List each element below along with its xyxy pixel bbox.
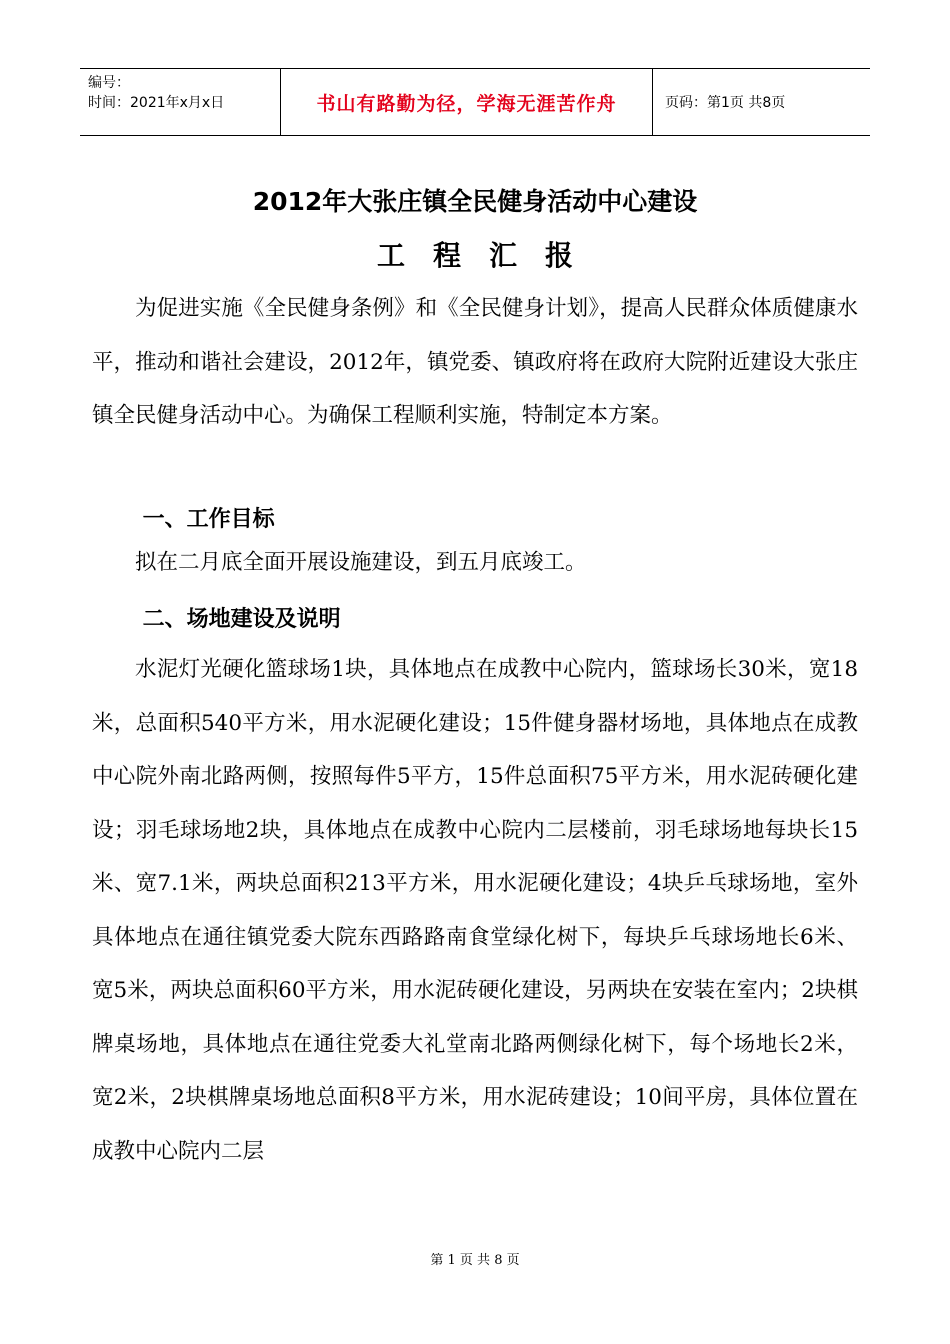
section1-paragraph: 拟在二月底全面开展设施建设，到五月底竣工。 <box>135 550 587 575</box>
document-title: 2012年大张庄镇全民健身活动中心建设 <box>252 187 698 216</box>
header-meta-cell <box>80 69 280 135</box>
document-subtitle: 工程汇报 <box>376 239 601 272</box>
time-label: 时间：2021年x月x日 <box>88 95 225 111</box>
header-page-info: 页码：第1页 共8页 <box>665 95 786 111</box>
number-label: 编号： <box>88 75 130 91</box>
page-footer: 第 1 页 共 8 页 <box>430 1253 520 1268</box>
header-motto: 书山有路勤为径，学海无涯苦作舟 <box>280 69 653 135</box>
section2-paragraph: 水泥灯光硬化篮球场1块，具体地点在成教中心院内，篮球场长30米，宽18米，总面积540平方米，用水泥硬化建设；15件健身器材场地，具体地点在成教中心院外南北路两侧，按照每件5平方，15件总面积75平方米，用水泥砖硬化建设；羽毛球场地2块，具体地点在成教中心院内二层楼前，羽毛球场地每块长15米、宽7.1米，两块总面积213平方米，用水泥硬化建设；4块乒乓球场地，室外具体地点在通往镇党委大院东西路路南食堂绿化树下，每块乒乓球场地长6米、宽5米，两块总面积60平方米，用水泥砖硬化建设，另两块在安装在室内；2块棋牌桌场地，具体地点在通往党委大礼堂南北路两侧绿化树下，每个场地长2米，宽2米，2块棋牌桌场地总面积8平方米，用水泥砖建设；10间平房，具体位置在成教中心院内二层 <box>92 657 858 1164</box>
section2-heading: 二、场地建设及说明 <box>142 607 341 632</box>
header-table <box>80 68 870 136</box>
section1-heading: 一、工作目标 <box>142 507 275 532</box>
intro-paragraph: 为促进实施《全民健身条例》和《全民健身计划》，提高人民群众体质健康水平，推动和谐社会建设，2012年，镇党委、镇政府将在政府大院附近建设大张庄镇全民健身活动中心。为确保工程顺利实施，特制定本方案。 <box>92 296 858 428</box>
